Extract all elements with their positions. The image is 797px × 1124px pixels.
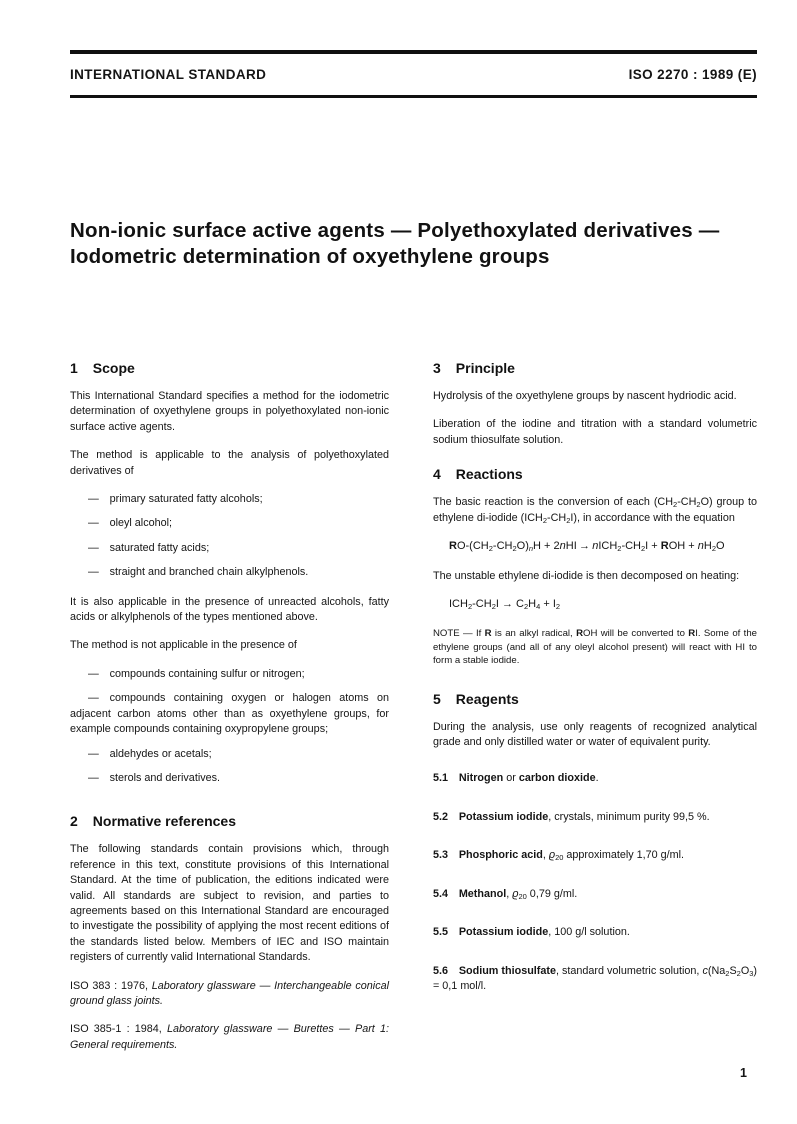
reagent-item-5-2: 5.2 Potassium iodide, crystals, minimum purity 99,5 %. (433, 810, 710, 823)
principle-paragraph: Hydrolysis of the oxyethylene groups by nascent hydriodic acid. (433, 390, 737, 402)
section-title: Principle (455, 360, 515, 376)
scope-list-item: — compounds containing oxygen or halogen atoms on adjacent carbon atoms other than as oxyethylene groups, for example compounds containing oxypropylene groups; (70, 692, 389, 736)
left-column (70, 360, 389, 1066)
scope-list-item: — aldehydes or acetals; (88, 747, 212, 760)
section-title: Normative references (92, 813, 236, 830)
page-number: 1 (740, 1066, 747, 1080)
reactions-paragraph: The basic reaction is the conversion of each $(CH_2-CH_2O)$ group to ethylene di-iodide $(ICH_2-CH_2I)$, in accordance with the equation (433, 496, 757, 525)
scope-list-item: — compounds containing sulfur or nitrogen; (88, 667, 305, 680)
reagent-item-5-1: 5.1 Nitrogen or carbon dioxide. (433, 772, 599, 785)
reagent-item-5-3: 5.3 Phosphoric acid, $ϱ_{20}$ approximately 1,70 g/ml. (433, 849, 685, 863)
reactions-heading (433, 466, 757, 482)
section-number: 5 (433, 690, 441, 707)
section-title: Reagents (455, 690, 519, 707)
reagent-item-5-5: 5.5 Potassium iodide, 100 g/l solution. (433, 926, 630, 939)
section-principle (433, 360, 757, 448)
header-standard-number: ISO 2270 : 1989 (E) (628, 67, 757, 82)
right-column (433, 360, 757, 1066)
two-column-body (70, 360, 757, 1066)
normative-references-heading (70, 813, 389, 829)
principle-heading (433, 360, 757, 376)
document-title: Non-ionic surface active agents — Polyethoxylated derivatives — Iodometric determination of oxyethylene groups (70, 219, 720, 268)
reagents-intro-paragraph: During the analysis, use only reagents of recognized analytical grade and only distilled water or water of equivalent purity. (433, 720, 757, 749)
header-rule-bottom (70, 95, 757, 98)
section-number: 2 (70, 813, 78, 830)
reference-iso-383: ISO 383 : 1976, Laboratory glassware — Interchangeable conical ground glass joints. (70, 979, 389, 1007)
principle-paragraph: Liberation of the iodine and titration with a standard volumetric sodium thiosulfate solution. (433, 418, 757, 446)
header-row (70, 54, 757, 95)
section-number: 3 (433, 360, 441, 376)
section-number: 4 (433, 466, 441, 483)
section-title: Reactions (455, 466, 523, 483)
normative-references-paragraph: The following standards contain provisions which, through reference in this text, constitute provisions of this International Standard. At the time of publication, the editions indicated were valid. All standards are subject to revision, and parties to agreements based on this International Standard are encouraged to investigate the possibility of applying the most recent editions of the standards listed below. Members of IEC and ISO maintain registers of currently valid International Standards. (70, 843, 389, 964)
scope-list-item: — saturated fatty acids; (88, 541, 210, 554)
scope-list-item: — oleyl alcohol; (88, 517, 173, 530)
reagent-item-5-4: 5.4 Methanol, $ϱ_{20}$ 0,79 g/ml. (433, 887, 578, 901)
page-header (70, 50, 757, 98)
scope-list-item: — sterols and derivatives. (88, 771, 221, 784)
section-title: Scope (92, 360, 135, 376)
reactions-note: NOTE — If R is an alkyl radical, ROH will be converted to RI. Some of the ethylene groups (and all of any oleyl alcohol present) will react with HI to form a stable iodide. (433, 628, 758, 667)
chemical-equation-conversion: $RO-(CH_2-CH_2O)_nH + 2nHI$ → $nICH_2-CH_2I$ + ROH + $nH_2O$ (449, 540, 725, 554)
section-number: 1 (70, 360, 78, 376)
section-normative-references (70, 813, 389, 1053)
scope-list-item: — straight and branched chain alkylphenols. (88, 566, 309, 579)
reactions-paragraph: The unstable ethylene di-iodide is then decomposed on heating: (433, 570, 740, 583)
reagent-item-5-6: 5.6 Sodium thiosulfate, standard volumetric solution, $c(Na_2S_2O_3) = 0,1$ mol/l. (433, 964, 757, 992)
scope-paragraph: This International Standard specifies a method for the iodometric determination of oxyethylene groups in polyethoxylated non-ionic surface active agents. (70, 390, 389, 433)
scope-heading (70, 360, 389, 376)
chemical-equation-decomposition: $ICH_2-CH_2I \to C_2H_4 + I_2$ (449, 598, 561, 612)
scope-list-item: — primary saturated fatty alcohols; (88, 493, 263, 506)
section-reagents (433, 691, 757, 995)
scope-paragraph: The method is applicable to the analysis of polyethoxylated derivatives of (70, 449, 389, 477)
header-document-type: INTERNATIONAL STANDARD (70, 67, 267, 82)
scope-paragraph: The method is not applicable in the presence of (70, 639, 297, 652)
scope-paragraph: It is also applicable in the presence of unreacted alcohols, fatty acids or alkylphenols of the types mentioned above. (70, 595, 389, 624)
reagents-heading (433, 691, 757, 707)
reference-iso-385-1: ISO 385-1 : 1984, Laboratory glassware — Burettes — Part 1: General requirements. (70, 1023, 389, 1051)
section-reactions (433, 466, 757, 667)
section-scope (70, 360, 389, 786)
